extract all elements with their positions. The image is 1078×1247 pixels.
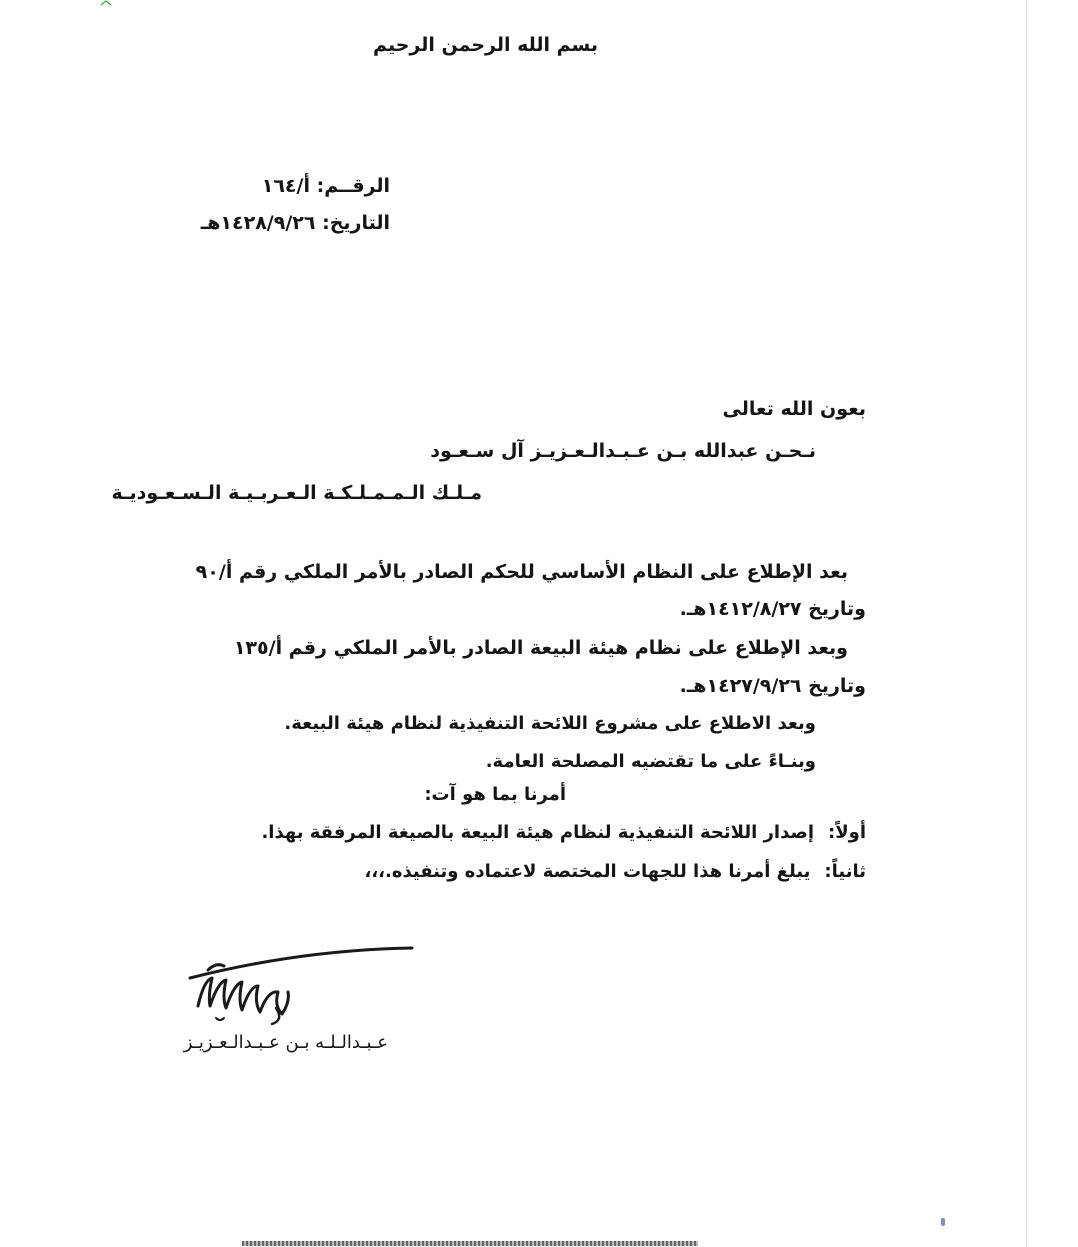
body-decree-intro: أمرنا بما هو آت: bbox=[424, 784, 566, 805]
decree-item-first bbox=[261, 822, 866, 843]
signatory-name: عـبـدالـلـه بـن عـبـدالـعـزيـز bbox=[183, 1032, 388, 1053]
page-edge-line bbox=[1026, 0, 1027, 1247]
body-paragraph-1-line-a: بعد الإطلاع على النظام الأساسي للحكم الصادر بالأمر الملكي رقم أ/٩٠ bbox=[195, 561, 848, 583]
decree-item-label: أولاً: bbox=[828, 822, 866, 843]
reference-date: التاريخ: ١٤٢٨/٩/٢٦هـ bbox=[200, 212, 390, 234]
decree-item-text: إصدار اللائحة التنفيذية لنظام هيئة البيعة بالصيغة المرفقة بهذا. bbox=[261, 822, 815, 843]
edge-ink-mark bbox=[941, 1218, 945, 1226]
bottom-scan-edge bbox=[242, 1241, 698, 1246]
body-paragraph-3: وبعد الاطلاع على مشروع اللائحة التنفيذية لنظام هيئة البيعة. bbox=[284, 713, 816, 734]
basmala-heading: بسم الله الرحمن الرحيم bbox=[373, 34, 598, 56]
body-paragraph-2-line-b: وتاريخ ١٤٢٧/٩/٢٦هـ. bbox=[679, 675, 866, 697]
handwritten-signature bbox=[180, 940, 420, 1030]
opening-invocation: بعون الله تعالى bbox=[722, 398, 866, 420]
decree-item-label: ثانياً: bbox=[824, 861, 866, 882]
body-paragraph-2-line-a: وبعد الإطلاع على نظام هيئة البيعة الصادر بالأمر الملكي رقم أ/١٣٥ bbox=[233, 637, 848, 659]
corner-scan-mark bbox=[100, 0, 112, 6]
body-paragraph-1-line-b: وتاريخ ١٤١٢/٨/٢٧هـ. bbox=[679, 598, 866, 620]
opening-name: نـحـن عبدالله بـن عـبـدالـعـزيـز آل سـعـود bbox=[430, 440, 816, 462]
reference-number: الرقــم: أ/١٦٤ bbox=[261, 175, 390, 197]
decree-item-text: يبلغ أمرنا هذا للجهات المختصة لاعتماده وتنفيذه.،،، bbox=[364, 861, 811, 882]
opening-title: مـلـك الـمـمـلـكـة الـعـربـيـة الـسـعـوديـة bbox=[111, 482, 482, 504]
body-paragraph-4: وبنـاءً على ما تقتضيه المصلحة العامة. bbox=[485, 751, 816, 772]
decree-item-second bbox=[364, 861, 866, 882]
